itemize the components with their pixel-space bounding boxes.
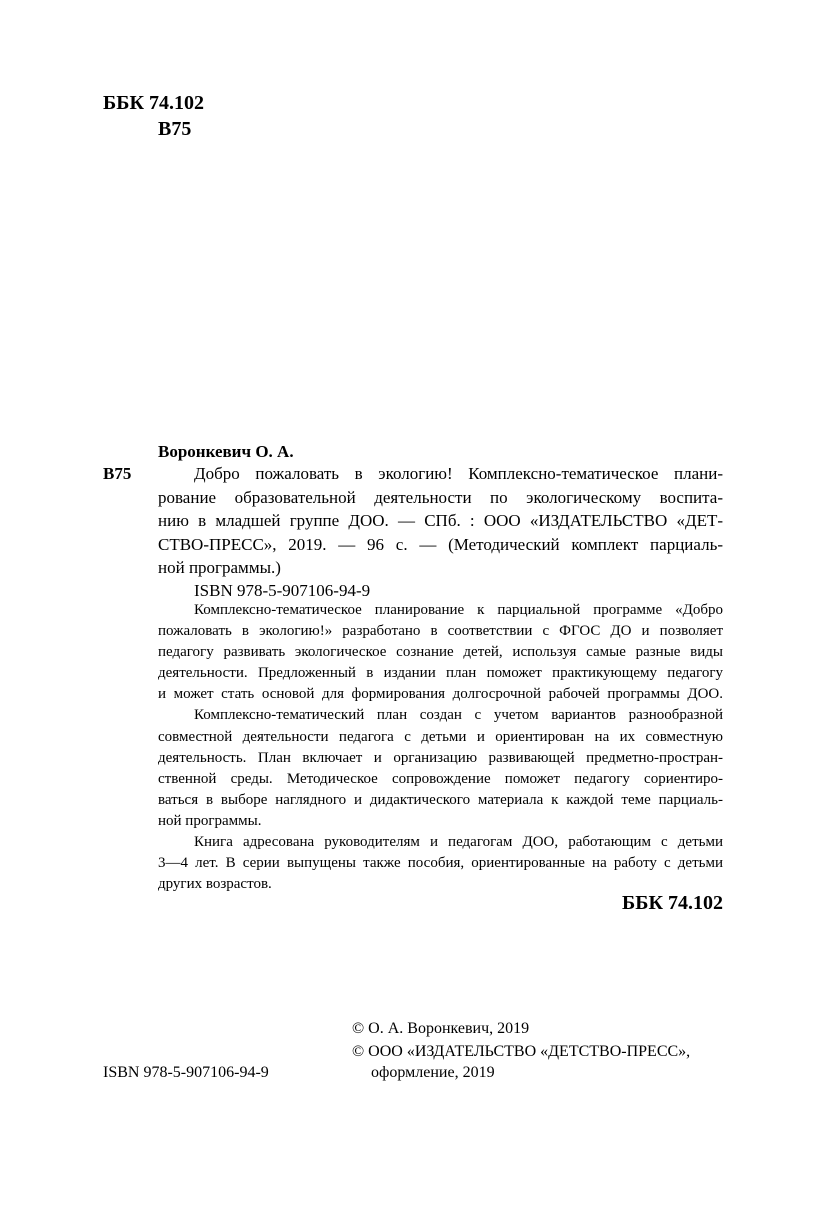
annotation-line: деятельности. Предложенный в издании план поможет практикующему педагогу — [158, 665, 723, 682]
bbk-index-bottom: ББК 74.102 — [622, 892, 723, 914]
annotation-line: Комплексно-тематический план создан с учетом вариантов разнообразной — [194, 707, 723, 724]
annotation-line: ваться в выборе наглядного и дидактического материала к каждой теме парциаль- — [158, 791, 723, 808]
annotation-line: 3—4 лет. В серии выпущены также пособия, ориентированные на работу с детьми — [158, 855, 723, 872]
annotation-line: педагогу развивать экологическое сознание детей, используя самые разные виды — [158, 644, 723, 661]
isbn-entry: ISBN 978-5-907106-94-9 — [194, 581, 371, 600]
annotation-paragraph-3 — [158, 832, 723, 895]
author-mark-top: В75 — [158, 118, 192, 140]
description-line: СТВО-ПРЕСС», 2019. — 96 с. — (Методический комплект парциаль- — [158, 534, 723, 554]
description-line: нию в младшей группе ДОО. — СПб. : ООО «ИЗДАТЕЛЬСТВО «ДЕТ- — [158, 511, 723, 531]
annotation-line: и может стать основой для формирования долгосрочной рабочей программы ДОО. — [158, 686, 723, 703]
author-mark-side: В75 — [103, 464, 132, 483]
isbn-footer: ISBN 978-5-907106-94-9 — [103, 1064, 269, 1081]
annotation-paragraph-2 — [158, 705, 723, 832]
description-line: рование образовательной деятельности по экологическому воспита- — [158, 487, 723, 507]
author-name: Воронкевич О. А. — [158, 442, 294, 461]
copyright-publisher-design: оформление, 2019 — [371, 1064, 495, 1081]
annotation-line: совместной деятельности педагога с детьми и ориентирован на их совместную — [158, 728, 723, 745]
annotation-line: ственной среды. Методическое сопровождение поможет педагогу сориентиро- — [158, 770, 723, 787]
annotation-line: пожаловать в экологию!» разработано в соответствии с ФГОС ДО и позволяет — [158, 623, 723, 640]
annotation-paragraph-1 — [158, 600, 723, 705]
bibliographic-description — [158, 462, 723, 580]
annotation — [158, 600, 723, 895]
annotation-line: Комплексно-тематическое планирование к парциальной программе «Добро — [194, 602, 723, 618]
description-line: Добро пожаловать в экологию! Комплексно-тематическое плани- — [194, 464, 723, 483]
bbk-index-top: ББК 74.102 — [103, 92, 204, 114]
annotation-line: Книга адресована руководителям и педагогам ДОО, работающим с детьми — [194, 834, 723, 851]
annotation-line: деятельность. План включает и организацию развивающей предметно-простран- — [158, 749, 723, 766]
annotation-line: других возрастов. — [158, 876, 272, 893]
description-line: ной программы.) — [158, 558, 281, 578]
annotation-line: ной программы. — [158, 812, 262, 829]
copyright-publisher: © ООО «ИЗДАТЕЛЬСТВО «ДЕТСТВО-ПРЕСС», — [352, 1043, 691, 1060]
copyright-author: © О. А. Воронкевич, 2019 — [352, 1020, 530, 1037]
